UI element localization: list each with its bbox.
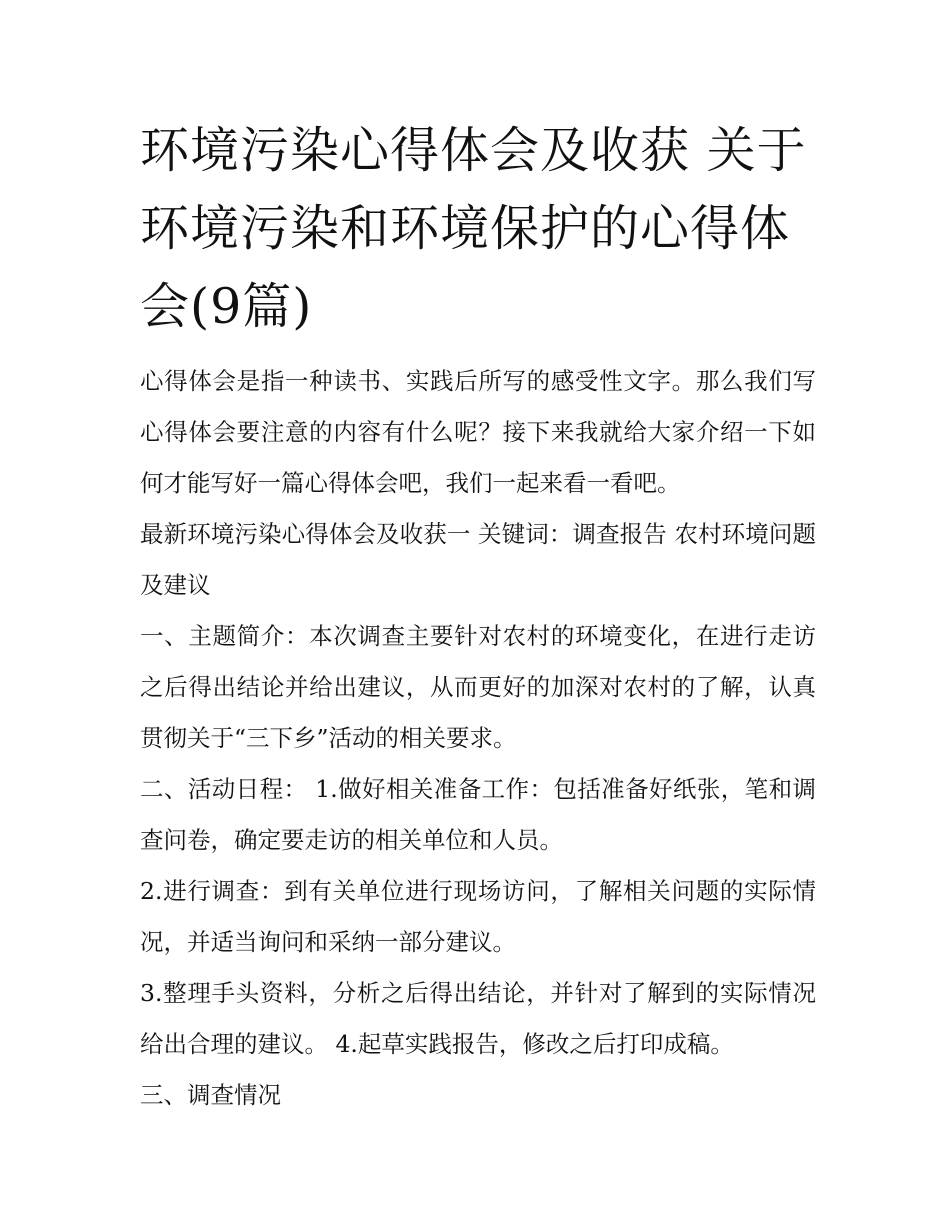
- schedule-paragraph: 二、活动日程： 1.做好相关准备工作：包括准备好纸张，笔和调查问卷，确定要走访的相关单位和人员。: [140, 775, 816, 854]
- document-page: [140, 112, 816, 1121]
- investigation-step-paragraph: 2.进行调查：到有关单位进行现场访问，了解相关问题的实际情况，并适当询问和采纳一部分建议。: [140, 877, 816, 956]
- survey-heading: 三、调查情况: [140, 1081, 281, 1109]
- keywords-paragraph: 最新环境污染心得体会及收获一 关键词：调查报告 农村环境问题及建议: [140, 520, 816, 599]
- document-title: 环境污染心得体会及收获 关于环境污染和环境保护的心得体会(9篇): [140, 122, 807, 335]
- intro-paragraph: 心得体会是指一种读书、实践后所写的感受性文字。那么我们写心得体会要注意的内容有什么呢？接下来我就给大家介绍一下如何才能写好一篇心得体会吧，我们一起来看一看吧。: [140, 367, 816, 497]
- analysis-step-paragraph: 3.整理手头资料，分析之后得出结论，并针对了解到的实际情况给出合理的建议。 4.起草实践报告，修改之后打印成稿。: [140, 979, 816, 1058]
- topic-intro-paragraph: 一、主题简介：本次调查主要针对农村的环境变化，在进行走访之后得出结论并给出建议，从而更好的加深对农村的了解，认真贯彻关于“三下乡”活动的相关要求。: [140, 622, 816, 752]
